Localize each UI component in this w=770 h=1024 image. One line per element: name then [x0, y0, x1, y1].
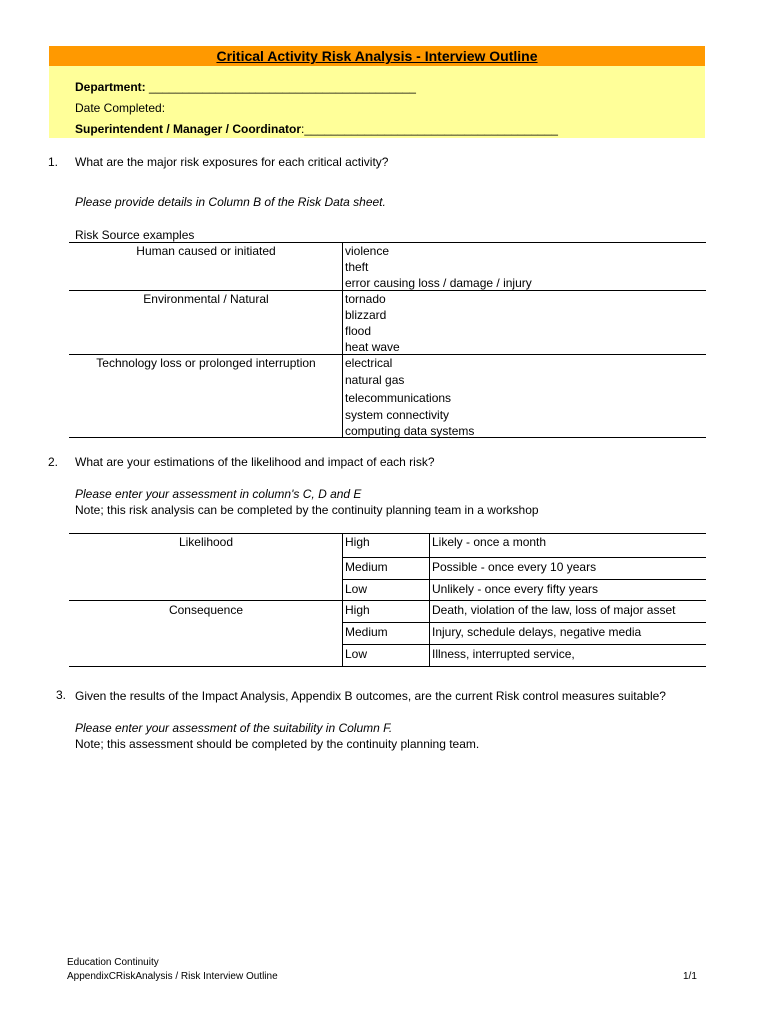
footer-line-1: Education Continuity [67, 957, 159, 968]
likelihood-description: Possible - once every 10 years [432, 560, 597, 574]
q2-number: 2. [48, 455, 59, 469]
source-example: violence [345, 244, 390, 258]
likelihood-description: Unlikely - once every fifty years [432, 582, 599, 596]
source-example: electrical [345, 356, 393, 370]
q1-instruction: Please provide details in Column B of the Risk Data sheet. [75, 195, 386, 209]
title-bar [49, 46, 705, 66]
likelihood-level: Medium [345, 560, 388, 574]
consequence-label: Consequence [168, 603, 244, 617]
q3-number: 3. [56, 688, 67, 702]
source-example: blizzard [345, 308, 387, 322]
likelihood-description: Likely - once a month [432, 535, 547, 549]
likelihood-level: High [345, 535, 370, 549]
q3-question: Given the results of the Impact Analysis, Appendix B outcomes, are the current Risk control measures suitable? [75, 689, 666, 703]
page-number: 1/1 [683, 971, 697, 982]
consequence-level: High [345, 603, 370, 617]
source-example: computing data systems [345, 424, 475, 438]
supervisor-label: Superintendent / Manager / Coordinator [75, 122, 302, 136]
q3-note: Note; this assessment should be completed by the continuity planning team. [75, 737, 480, 751]
q1-number: 1. [48, 155, 59, 169]
likelihood-label: Likelihood [178, 535, 234, 549]
department-row [75, 80, 416, 94]
footer-line-2: AppendixCRiskAnalysis / Risk Interview Outline [67, 971, 278, 982]
q2-note: Note; this risk analysis can be completed by the continuity planning team in a workshop [75, 503, 539, 517]
source-example: tornado [345, 292, 386, 306]
q3-instruction: Please enter your assessment of the suitability in Column F. [75, 721, 393, 735]
supervisor-field[interactable]: :______________________________________ [301, 122, 558, 136]
consequence-description: Illness, interrupted service, [432, 647, 575, 661]
consequence-description: Death, violation of the law, loss of major asset [432, 603, 676, 617]
supervisor-row [75, 122, 558, 136]
page-title: Critical Activity Risk Analysis - Interview Outline [216, 48, 538, 64]
q2-instruction: Please enter your assessment in column's C, D and E [75, 487, 362, 501]
department-field[interactable]: ________________________________________ [149, 80, 416, 94]
source-example: flood [345, 324, 372, 338]
source-example: error causing loss / damage / injury [345, 276, 532, 290]
risk-source-heading: Risk Source examples [75, 228, 195, 242]
source-example: natural gas [345, 373, 405, 387]
source-example: theft [345, 260, 369, 274]
consequence-description: Injury, schedule delays, negative media [432, 625, 642, 639]
consequence-level: Medium [345, 625, 388, 639]
department-label: Department: [75, 80, 150, 94]
consequence-level: Low [345, 647, 368, 661]
likelihood-level: Low [345, 582, 368, 596]
q2-question: What are your estimations of the likelihood and impact of each risk? [75, 455, 435, 469]
source-category: Environmental / Natural [143, 292, 269, 306]
source-example: heat wave [345, 340, 400, 354]
date-completed-label: Date Completed: [75, 101, 166, 115]
source-example: telecommunications [345, 391, 452, 405]
source-category: Human caused or initiated [136, 244, 276, 258]
source-category: Technology loss or prolonged interruption [96, 356, 316, 370]
q1-question: What are the major risk exposures for each critical activity? [75, 155, 389, 169]
source-example: system connectivity [345, 408, 450, 422]
